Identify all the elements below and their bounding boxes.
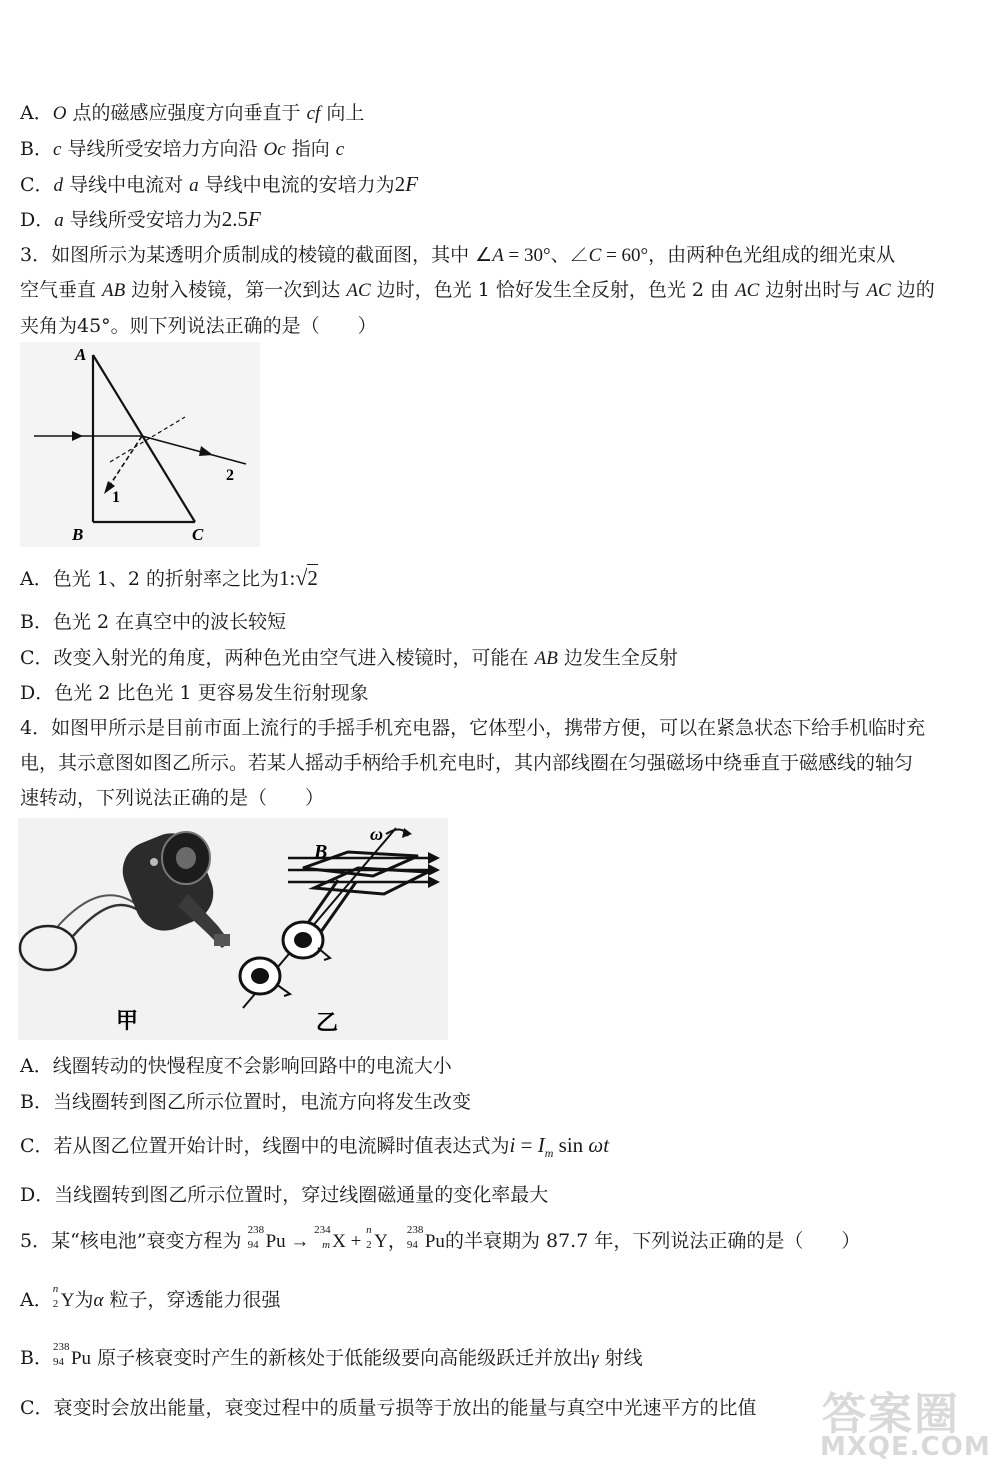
label-yi: 乙 xyxy=(316,1011,339,1036)
q4-stem-line1: 4．如图甲所示是目前市面上流行的手摇手机充电器，它体型小，携带方便，可以在紧急状态下给手机临时充 xyxy=(20,717,926,739)
q3-stem-line1: 3．如图所示为某透明介质制成的棱镜的截面图，其中 ∠A = 30°、∠C = 60°，由两种色光组成的细光束从 xyxy=(20,244,896,266)
prism-figure xyxy=(20,342,260,547)
q2-option-c: C．d 导线中电流对 a 导线中电流的安培力为2F xyxy=(20,172,419,196)
label-ray-1: 1 xyxy=(112,489,120,506)
q5-option-b: B． 238 94 Pu 原子核衰变时产生的新核处于低能级要向高能级跃迁并放出γ 射线 xyxy=(20,1341,643,1369)
charger-button xyxy=(150,858,158,866)
label-c: C xyxy=(192,525,204,544)
label-a: A xyxy=(75,345,87,364)
label-ray-2: 2 xyxy=(226,467,234,484)
nuclide-pu: 238 94 Pu xyxy=(247,1224,286,1252)
q4-option-d: D．当线圈转到图乙所示位置时，穿过线圈磁通量的变化率最大 xyxy=(20,1184,549,1206)
charger-lens xyxy=(176,847,196,869)
q4-stem-line2: 电，其示意图如图乙所示。若某人摇动手柄给手机充电时，其内部线圈在匀强磁场中绕垂直于磁感线的轴匀 xyxy=(20,752,914,774)
watermark-logo: 答案圈 xyxy=(822,1389,960,1440)
nuclide-x: 234 m X xyxy=(314,1224,346,1252)
nuclide-pu-2: 238 94 Pu xyxy=(406,1224,445,1252)
q2-option-a: A．O 点的磁感应强度方向垂直于 cf 向上 xyxy=(20,102,365,124)
charger-figure xyxy=(18,818,448,1040)
q4-option-a: A．线圈转动的快慢程度不会影响回路中的电流大小 xyxy=(20,1055,452,1077)
q4-option-b: B．当线圈转到图乙所示位置时，电流方向将发生改变 xyxy=(20,1091,471,1113)
label-field-b: B xyxy=(314,841,328,863)
q3-stem-line3: 夹角为45°。则下列说法正确的是（ ） xyxy=(20,315,377,337)
q5-option-c: C．衰变时会放出能量，衰变过程中的质量亏损等于放出的能量与真空中光速平方的比值 xyxy=(20,1397,757,1419)
watermark-url: MXQE.COM xyxy=(820,1432,991,1462)
nuclide-y: n 2 Y xyxy=(366,1224,388,1252)
q3-option-d: D．色光 2 比色光 1 更容易发生衍射现象 xyxy=(20,682,369,704)
q3-stem-line2: 空气垂直 AB 边射入棱镜，第一次到达 AC 边时，色光 1 恰好发生全反射，色光 2 由 AC 边射出时与 AC 边的 xyxy=(20,279,935,301)
q3-option-b: B．色光 2 在真空中的波长较短 xyxy=(20,611,287,633)
label-omega: ω xyxy=(370,824,384,844)
q2-option-d: D．a 导线所受安培力为2.5F xyxy=(20,207,261,231)
q2-option-b: B．c 导线所受安培力方向沿 Oc 指向 c xyxy=(20,138,345,160)
label-jia: 甲 xyxy=(116,1009,139,1034)
q5-stem: 5．某“核电池”衰变方程为 238 94 Pu → 234 m X + n 2 Y， 238 94 Pu的半衰期为 87.7 年，下列说法正确的是（ ） xyxy=(20,1228,860,1255)
q5-option-a: A． n 2 Y为α 粒子，穿透能力很强 xyxy=(20,1283,281,1311)
q4-option-c: C．若从图乙位置开始计时，线圈中的电流瞬时值表达式为$i = I_m$ sin ωt xyxy=(20,1133,610,1160)
q4-stem-line3: 速转动，下列说法正确的是（ ） xyxy=(20,787,325,809)
q3-option-a: A．色光 1、2 的折射率之比为1:√2 xyxy=(20,565,318,590)
crank-handle xyxy=(214,934,230,946)
q3-option-c: C．改变入射光的角度，两种色光由空气进入棱镜时，可能在 AB 边发生全反射 xyxy=(20,647,678,669)
label-b: B xyxy=(72,525,84,544)
